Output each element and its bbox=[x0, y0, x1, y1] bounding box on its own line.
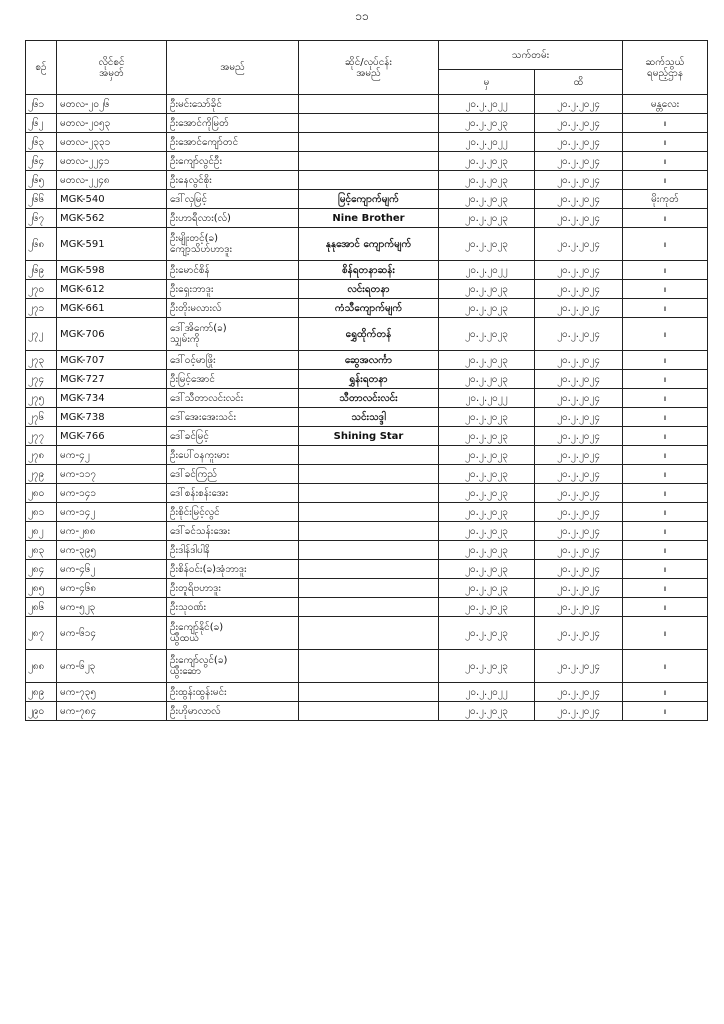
row-number: ၂၈၄ bbox=[26, 560, 57, 579]
valid-from: ၂၀.၂.၂၀၂၃ bbox=[439, 446, 535, 465]
license-number: မတလ-၂၀၅၃ bbox=[57, 114, 167, 133]
header-name: အမည် bbox=[167, 41, 299, 95]
valid-from: ၂၀.၂.၂၀၂၃ bbox=[439, 152, 535, 171]
contact-office: ။ bbox=[623, 702, 708, 721]
header-to: ထိ bbox=[535, 70, 623, 95]
holder-name: ဒေါ်သီတာလင်းလင်း bbox=[167, 389, 299, 408]
valid-to: ၂၀.၂.၂၀၂၄ bbox=[535, 408, 623, 427]
table-row bbox=[26, 152, 708, 171]
valid-from: ၂၀.၂.၂၀၂၃ bbox=[439, 560, 535, 579]
valid-to: ၂၀.၂.၂၀၂၄ bbox=[535, 541, 623, 560]
table-row bbox=[26, 209, 708, 228]
contact-office: ။ bbox=[623, 650, 708, 683]
holder-name: ဦးစိုင်းမြင့်လွင် bbox=[167, 503, 299, 522]
holder-name: ဦးဟာရီလား(လ်) bbox=[167, 209, 299, 228]
row-number: ၂၇၁ bbox=[26, 299, 57, 318]
table-row bbox=[26, 503, 708, 522]
valid-from: ၂၀.၂.၂၀၂၃ bbox=[439, 503, 535, 522]
row-number: ၂၈၉ bbox=[26, 683, 57, 702]
row-number: ၂၈၁ bbox=[26, 503, 57, 522]
valid-to: ၂၀.၂.၂၀၂၄ bbox=[535, 702, 623, 721]
contact-office: ။ bbox=[623, 617, 708, 650]
row-number: ၂၈၆ bbox=[26, 598, 57, 617]
contact-office: ။ bbox=[623, 351, 708, 370]
contact-office: ။ bbox=[623, 683, 708, 702]
shop-name bbox=[299, 579, 439, 598]
valid-from: ၂၀.၂.၂၀၂၃ bbox=[439, 351, 535, 370]
holder-name: ဦးအောင်ကိုမြတ် bbox=[167, 114, 299, 133]
table-row bbox=[26, 484, 708, 503]
table-row bbox=[26, 114, 708, 133]
valid-to: ၂၀.၂.၂၀၂၄ bbox=[535, 579, 623, 598]
valid-from: ၂၀.၂.၂၀၂၃ bbox=[439, 171, 535, 190]
header-validity: သက်တမ်း bbox=[439, 41, 623, 70]
contact-office: ။ bbox=[623, 209, 708, 228]
shop-name: ရွှန်းရတနာ bbox=[299, 370, 439, 389]
contact-office: ။ bbox=[623, 446, 708, 465]
license-number: မက-၁၄၁ bbox=[57, 484, 167, 503]
holder-name: ဒေါ်ခင်ကြည် bbox=[167, 465, 299, 484]
license-number: မက-၅၂၃ bbox=[57, 598, 167, 617]
row-number: ၂၇၂ bbox=[26, 318, 57, 351]
valid-to: ၂၀.၂.၂၀၂၄ bbox=[535, 560, 623, 579]
header-shop: ဆိုင်/လုပ်ငန်း အမည် bbox=[299, 41, 439, 95]
holder-name: ဦးရှေးဘာဒူး bbox=[167, 280, 299, 299]
contact-office: ။ bbox=[623, 171, 708, 190]
valid-to: ၂၀.၂.၂၀၂၄ bbox=[535, 318, 623, 351]
holder-name: ဦးပေါ်ဝနကူးမား bbox=[167, 446, 299, 465]
shop-name: Shining Star bbox=[299, 427, 439, 446]
table-row bbox=[26, 617, 708, 650]
holder-name: ဒေါ်ဝင့်မာဖြိုး bbox=[167, 351, 299, 370]
table-row bbox=[26, 171, 708, 190]
valid-from: ၂၀.၂.၂၀၂၃ bbox=[439, 318, 535, 351]
shop-name: လင်းရတနာ bbox=[299, 280, 439, 299]
holder-name: ဦးမျိုးတင့်(ခ) ကျော့သိဟ်ဟာဒူး bbox=[167, 228, 299, 261]
table-row bbox=[26, 427, 708, 446]
contact-office: ။ bbox=[623, 484, 708, 503]
shop-name: စိန်ရတနာဆန်း bbox=[299, 261, 439, 280]
contact-office: ။ bbox=[623, 389, 708, 408]
license-number: မတလ-၂၃၃၁ bbox=[57, 133, 167, 152]
valid-to: ၂၀.၂.၂၀၂၄ bbox=[535, 299, 623, 318]
header-from: မှ bbox=[439, 70, 535, 95]
valid-to: ၂၀.၂.၂၀၂၄ bbox=[535, 503, 623, 522]
valid-from: ၂၀.၂.၂၀၂၃ bbox=[439, 209, 535, 228]
valid-from: ၂၀.၂.၂၀၂၃ bbox=[439, 370, 535, 389]
contact-office: ။ bbox=[623, 541, 708, 560]
row-number: ၂၆၈ bbox=[26, 228, 57, 261]
shop-name bbox=[299, 114, 439, 133]
shop-name bbox=[299, 560, 439, 579]
table-row bbox=[26, 318, 708, 351]
table-row bbox=[26, 261, 708, 280]
license-number: မတလ-၂၂၄၈ bbox=[57, 171, 167, 190]
table-row bbox=[26, 299, 708, 318]
holder-name: ဒေါ်စန်းစန်းအေး bbox=[167, 484, 299, 503]
row-number: ၂၈၀ bbox=[26, 484, 57, 503]
valid-to: ၂၀.၂.၂၀၂၄ bbox=[535, 370, 623, 389]
row-number: ၂၆၃ bbox=[26, 133, 57, 152]
table-body bbox=[26, 95, 708, 721]
license-number: MGK-707 bbox=[57, 351, 167, 370]
row-number: ၂၇၀ bbox=[26, 280, 57, 299]
holder-name: ဦးစိန်ဝင်း(ခ)အုံဘာဒူး bbox=[167, 560, 299, 579]
license-number: MGK-727 bbox=[57, 370, 167, 389]
table-row bbox=[26, 351, 708, 370]
header-no: စဉ် bbox=[26, 41, 57, 95]
license-number: MGK-734 bbox=[57, 389, 167, 408]
table-row bbox=[26, 133, 708, 152]
holder-name: ဦးကျော်လွင်(ခ) ယွီးဆော bbox=[167, 650, 299, 683]
valid-from: ၂၀.၂.၂၀၂၃ bbox=[439, 484, 535, 503]
row-number: ၂၈၂ bbox=[26, 522, 57, 541]
contact-office: ။ bbox=[623, 522, 708, 541]
valid-to: ၂၀.၂.၂၀၂၄ bbox=[535, 522, 623, 541]
contact-office: ။ bbox=[623, 579, 708, 598]
holder-name: ဦးကျော်လွင်ဦး bbox=[167, 152, 299, 171]
table-row bbox=[26, 446, 708, 465]
license-number: MGK-706 bbox=[57, 318, 167, 351]
contact-office: ။ bbox=[623, 598, 708, 617]
shop-name bbox=[299, 683, 439, 702]
contact-office: ။ bbox=[623, 228, 708, 261]
row-number: ၂၇၄ bbox=[26, 370, 57, 389]
shop-name: နုနုအောင် ကျောက်မျက် bbox=[299, 228, 439, 261]
license-number: MGK-766 bbox=[57, 427, 167, 446]
shop-name: ရွှေထိုက်တန် bbox=[299, 318, 439, 351]
valid-to: ၂၀.၂.၂၀၂၄ bbox=[535, 389, 623, 408]
row-number: ၂၆၆ bbox=[26, 190, 57, 209]
shop-name: ဆွေအလင်္ကာ bbox=[299, 351, 439, 370]
license-number: MGK-591 bbox=[57, 228, 167, 261]
row-number: ၂၇၈ bbox=[26, 446, 57, 465]
holder-name: ဦးမင်းသော်ခိုင် bbox=[167, 95, 299, 114]
row-number: ၂၇၉ bbox=[26, 465, 57, 484]
valid-to: ၂၀.၂.၂၀၂၄ bbox=[535, 190, 623, 209]
row-number: ၂၆၉ bbox=[26, 261, 57, 280]
contact-office: ။ bbox=[623, 370, 708, 389]
license-number: MGK-540 bbox=[57, 190, 167, 209]
table-row bbox=[26, 560, 708, 579]
valid-to: ၂၀.၂.၂၀၂၄ bbox=[535, 209, 623, 228]
license-number: မက-၄၆၈ bbox=[57, 579, 167, 598]
row-number: ၂၈၅ bbox=[26, 579, 57, 598]
license-number: မက-၇၃၅ bbox=[57, 683, 167, 702]
contact-office: ။ bbox=[623, 318, 708, 351]
table-row bbox=[26, 541, 708, 560]
valid-from: ၂၀.၂.၂၀၂၂ bbox=[439, 683, 535, 702]
table-row bbox=[26, 408, 708, 427]
valid-from: ၂၀.၂.၂၀၂၂ bbox=[439, 389, 535, 408]
contact-office: ။ bbox=[623, 133, 708, 152]
license-number: မတလ-၂၂၄၁ bbox=[57, 152, 167, 171]
shop-name bbox=[299, 465, 439, 484]
contact-office: ။ bbox=[623, 503, 708, 522]
header-contact: ဆက်သွယ် ရမည့်ဌာန bbox=[623, 41, 708, 95]
license-number: MGK-661 bbox=[57, 299, 167, 318]
valid-to: ၂၀.၂.၂၀၂၄ bbox=[535, 465, 623, 484]
valid-from: ၂၀.၂.၂၀၂၃ bbox=[439, 541, 535, 560]
license-table bbox=[25, 40, 708, 721]
row-number: ၂၉၀ bbox=[26, 702, 57, 721]
valid-to: ၂၀.၂.၂၀၂၄ bbox=[535, 114, 623, 133]
valid-from: ၂၀.၂.၂၀၂၃ bbox=[439, 427, 535, 446]
license-number: မတလ-၂၀၂၆ bbox=[57, 95, 167, 114]
table-row bbox=[26, 522, 708, 541]
valid-to: ၂၀.၂.၂၀၂၄ bbox=[535, 171, 623, 190]
shop-name bbox=[299, 702, 439, 721]
shop-name: ကံသီကျောက်မျက် bbox=[299, 299, 439, 318]
contact-office: မိုးကုတ် bbox=[623, 190, 708, 209]
valid-from: ၂၀.၂.၂၀၂၃ bbox=[439, 465, 535, 484]
holder-name: ဒေါ်လှမြင့် bbox=[167, 190, 299, 209]
holder-name: ဦးကျော်နိုင်(ခ) ယွီထယ် bbox=[167, 617, 299, 650]
table-row bbox=[26, 702, 708, 721]
row-number: ၂၆၄ bbox=[26, 152, 57, 171]
holder-name: ဦးဟိုမာလာလ် bbox=[167, 702, 299, 721]
holder-name: ဦးမြင့်အောင် bbox=[167, 370, 299, 389]
valid-from: ၂၀.၂.၂၀၂၃ bbox=[439, 190, 535, 209]
contact-office: ။ bbox=[623, 261, 708, 280]
header-license: လိုင်စင် အမှတ် bbox=[57, 41, 167, 95]
holder-name: ဦးသုဝဏ်း bbox=[167, 598, 299, 617]
valid-to: ၂၀.၂.၂၀၂၄ bbox=[535, 152, 623, 171]
contact-office: ။ bbox=[623, 114, 708, 133]
valid-to: ၂၀.၂.၂၀၂၄ bbox=[535, 133, 623, 152]
row-number: ၂၈၇ bbox=[26, 617, 57, 650]
valid-to: ၂၀.၂.၂၀၂၄ bbox=[535, 261, 623, 280]
table-row bbox=[26, 465, 708, 484]
holder-name: ဦးထွန်းထွန်းမင်း bbox=[167, 683, 299, 702]
contact-office: ။ bbox=[623, 465, 708, 484]
shop-name bbox=[299, 95, 439, 114]
row-number: ၂၇၅ bbox=[26, 389, 57, 408]
license-number: မက-၂၈၈ bbox=[57, 522, 167, 541]
valid-from: ၂၀.၂.၂၀၂၃ bbox=[439, 228, 535, 261]
valid-to: ၂၀.၂.၂၀၂၄ bbox=[535, 650, 623, 683]
shop-name: သီတာလင်းလင်း bbox=[299, 389, 439, 408]
table-row bbox=[26, 683, 708, 702]
row-number: ၂၇၆ bbox=[26, 408, 57, 427]
shop-name bbox=[299, 446, 439, 465]
contact-office: ။ bbox=[623, 299, 708, 318]
license-number: MGK-562 bbox=[57, 209, 167, 228]
license-number: MGK-612 bbox=[57, 280, 167, 299]
row-number: ၂၆၂ bbox=[26, 114, 57, 133]
shop-name bbox=[299, 617, 439, 650]
valid-from: ၂၀.၂.၂၀၂၃ bbox=[439, 650, 535, 683]
license-number: မက-၃၉၅ bbox=[57, 541, 167, 560]
row-number: ၂၆၇ bbox=[26, 209, 57, 228]
table-row bbox=[26, 95, 708, 114]
shop-name bbox=[299, 503, 439, 522]
holder-name: ဦးတိုးမလားလ် bbox=[167, 299, 299, 318]
valid-to: ၂၀.၂.၂၀၂၄ bbox=[535, 446, 623, 465]
valid-from: ၂၀.၂.၂၀၂၂ bbox=[439, 133, 535, 152]
valid-from: ၂၀.၂.၂၀၂၃ bbox=[439, 280, 535, 299]
contact-office: မန္တလေး bbox=[623, 95, 708, 114]
row-number: ၂၆၅ bbox=[26, 171, 57, 190]
holder-name: ဦးဒါန်ဒါပါနိ bbox=[167, 541, 299, 560]
table-row bbox=[26, 370, 708, 389]
valid-from: ၂၀.၂.၂၀၂၃ bbox=[439, 299, 535, 318]
shop-name bbox=[299, 484, 439, 503]
license-number: မက-၄၂ bbox=[57, 446, 167, 465]
valid-to: ၂၀.၂.၂၀၂၄ bbox=[535, 228, 623, 261]
valid-from: ၂၀.၂.၂၀၂၃ bbox=[439, 522, 535, 541]
shop-name bbox=[299, 152, 439, 171]
row-number: ၂၆၁ bbox=[26, 95, 57, 114]
license-number: မက-၇၈၄ bbox=[57, 702, 167, 721]
valid-to: ၂၀.၂.၂၀၂၄ bbox=[535, 427, 623, 446]
table-row bbox=[26, 228, 708, 261]
contact-office: ။ bbox=[623, 152, 708, 171]
shop-name bbox=[299, 541, 439, 560]
holder-name: ဒေါ်ခင်မြင့် bbox=[167, 427, 299, 446]
shop-name bbox=[299, 650, 439, 683]
table-row bbox=[26, 280, 708, 299]
license-number: မက-၆၁၄ bbox=[57, 617, 167, 650]
shop-name: သင်းသဒ္ဒါ bbox=[299, 408, 439, 427]
contact-office: ။ bbox=[623, 280, 708, 299]
holder-name: ဦးအောင်ကျော်တင် bbox=[167, 133, 299, 152]
row-number: ၂၈၃ bbox=[26, 541, 57, 560]
shop-name bbox=[299, 171, 439, 190]
holder-name: ဦးမောင်စိန် bbox=[167, 261, 299, 280]
table-row bbox=[26, 598, 708, 617]
table-row bbox=[26, 650, 708, 683]
valid-to: ၂၀.၂.၂၀၂၄ bbox=[535, 351, 623, 370]
row-number: ၂၇၃ bbox=[26, 351, 57, 370]
table-row bbox=[26, 579, 708, 598]
valid-to: ၂၀.၂.၂၀၂၄ bbox=[535, 95, 623, 114]
holder-name: ဒေါ်ခင်သန်းအေး bbox=[167, 522, 299, 541]
license-number: မက-၆၂၃ bbox=[57, 650, 167, 683]
license-number: မက-၁၁၇ bbox=[57, 465, 167, 484]
valid-to: ၂၀.၂.၂၀၂၄ bbox=[535, 484, 623, 503]
valid-to: ၂၀.၂.၂၀၂၄ bbox=[535, 617, 623, 650]
license-number: MGK-598 bbox=[57, 261, 167, 280]
valid-to: ၂၀.၂.၂၀၂၄ bbox=[535, 598, 623, 617]
contact-office: ။ bbox=[623, 408, 708, 427]
shop-name bbox=[299, 598, 439, 617]
valid-to: ၂၀.၂.၂၀၂၄ bbox=[535, 280, 623, 299]
contact-office: ။ bbox=[623, 427, 708, 446]
table-row bbox=[26, 190, 708, 209]
shop-name: မြင့်ကျောက်မျက် bbox=[299, 190, 439, 209]
holder-name: ဦးနေလွင်စိုး bbox=[167, 171, 299, 190]
row-number: ၂၇၇ bbox=[26, 427, 57, 446]
valid-from: ၂၀.၂.၂၀၂၂ bbox=[439, 261, 535, 280]
holder-name: ဦးတူရိဗဟာဒူး bbox=[167, 579, 299, 598]
page-number: ၁၁ bbox=[355, 9, 369, 23]
valid-to: ၂၀.၂.၂၀၂၄ bbox=[535, 683, 623, 702]
valid-from: ၂၀.၂.၂၀၂၃ bbox=[439, 598, 535, 617]
valid-from: ၂၀.၂.၂၀၂၃ bbox=[439, 114, 535, 133]
row-number: ၂၈၈ bbox=[26, 650, 57, 683]
shop-name: Nine Brother bbox=[299, 209, 439, 228]
license-number: MGK-738 bbox=[57, 408, 167, 427]
valid-from: ၂၀.၂.၂၀၂၃ bbox=[439, 702, 535, 721]
holder-name: ဒေါ်အေးအေးသင်း bbox=[167, 408, 299, 427]
valid-from: ၂၀.၂.၂၀၂၃ bbox=[439, 617, 535, 650]
valid-from: ၂၀.၂.၂၀၂၃ bbox=[439, 579, 535, 598]
license-number: မက-၁၄၂ bbox=[57, 503, 167, 522]
license-number: မက-၄၆၂ bbox=[57, 560, 167, 579]
valid-from: ၂၀.၂.၂၀၂၂ bbox=[439, 95, 535, 114]
holder-name: ဒေါ်အိကော်(ခ) သျှမ်းကို bbox=[167, 318, 299, 351]
shop-name bbox=[299, 133, 439, 152]
valid-from: ၂၀.၂.၂၀၂၃ bbox=[439, 408, 535, 427]
contact-office: ။ bbox=[623, 560, 708, 579]
shop-name bbox=[299, 522, 439, 541]
table-row bbox=[26, 389, 708, 408]
